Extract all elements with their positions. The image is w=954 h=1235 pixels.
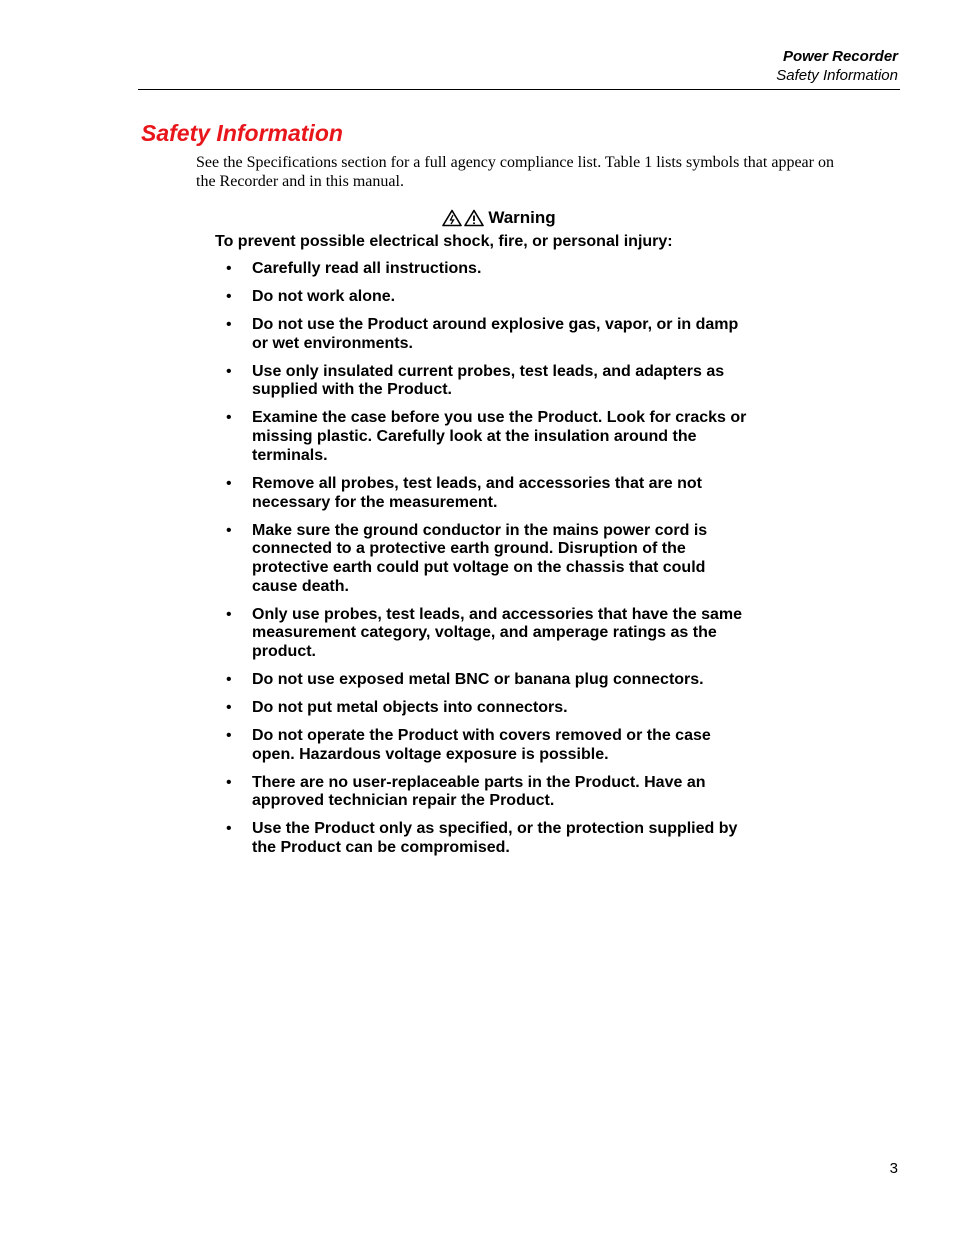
warning-title: Warning xyxy=(488,208,556,227)
list-item xyxy=(215,316,755,353)
bullet: • xyxy=(226,671,232,689)
list-item xyxy=(215,409,755,465)
list-item-text: Examine the case before you use the Product. Look for cracks or missing plastic. Carefully look at the insulation around the terminals. xyxy=(252,409,747,464)
bullet: • xyxy=(226,409,232,427)
warning-heading xyxy=(216,207,782,229)
list-item-text: Do not operate the Product with covers removed or the case open. Hazardous voltage exposure is possible. xyxy=(252,727,711,763)
list-item xyxy=(215,820,755,857)
running-header xyxy=(776,47,898,85)
list-item xyxy=(215,699,755,718)
intro-paragraph: See the Specifications section for a full agency compliance list. Table 1 lists symbols that appear on the Recorder and in this manual. xyxy=(196,154,834,190)
list-item-text: Use the Product only as specified, or the protection supplied by the Product can be compromised. xyxy=(252,820,738,857)
bullet: • xyxy=(226,820,232,838)
list-item xyxy=(215,475,755,512)
warning-list xyxy=(215,260,755,867)
warning-icons xyxy=(442,209,484,227)
bullet: • xyxy=(226,521,232,539)
warning-lead: To prevent possible electrical shock, fire, or personal injury: xyxy=(215,233,673,250)
header-section: Safety Information xyxy=(776,67,898,84)
list-item-text: Remove all probes, test leads, and accessories that are not necessary for the measurement. xyxy=(252,474,702,511)
list-item xyxy=(215,522,755,597)
bullet: • xyxy=(226,474,232,492)
list-item-text: Only use probes, test leads, and accessories that have the same measurement category, voltage, and amperage ratings as the product. xyxy=(252,605,742,661)
bullet: • xyxy=(226,288,232,305)
caution-triangle-icon xyxy=(464,209,484,227)
bullet: • xyxy=(226,260,232,277)
bullet: • xyxy=(226,605,232,623)
list-item-text: Do not put metal objects into connectors. xyxy=(252,699,568,717)
list-item xyxy=(215,363,755,400)
list-item-text: Do not use the Product around explosive gas, vapor, or in damp or wet environments. xyxy=(252,316,739,352)
list-item xyxy=(215,606,755,662)
list-item-text: There are no user-replaceable parts in the Product. Have an approved technician repair the Product. xyxy=(252,773,706,810)
list-item xyxy=(215,727,755,764)
list-item-text: Carefully read all instructions. xyxy=(252,260,482,277)
bullet: • xyxy=(226,773,232,791)
section-title: Safety Information xyxy=(141,120,343,146)
bullet: • xyxy=(226,699,232,717)
electrical-hazard-icon xyxy=(442,209,462,227)
list-item-text: Do not use exposed metal BNC or banana plug connectors. xyxy=(252,671,704,689)
bullet: • xyxy=(226,362,232,380)
list-item-text: Use only insulated current probes, test leads, and adapters as supplied with the Product. xyxy=(252,362,725,399)
list-item xyxy=(215,774,755,811)
list-item xyxy=(215,288,755,307)
list-item xyxy=(215,671,755,690)
list-item xyxy=(215,260,755,279)
bullet: • xyxy=(226,316,232,333)
page-number: 3 xyxy=(889,1160,898,1177)
list-item-text: Make sure the ground conductor in the mains power cord is connected to a protective earth ground. Disruption of the protective earth could put voltage on the chassis that could cause death. xyxy=(252,521,708,595)
header-rule xyxy=(138,89,900,90)
bullet: • xyxy=(226,727,232,745)
list-item-text: Do not work alone. xyxy=(252,288,396,305)
header-doc-title: Power Recorder xyxy=(782,48,898,65)
